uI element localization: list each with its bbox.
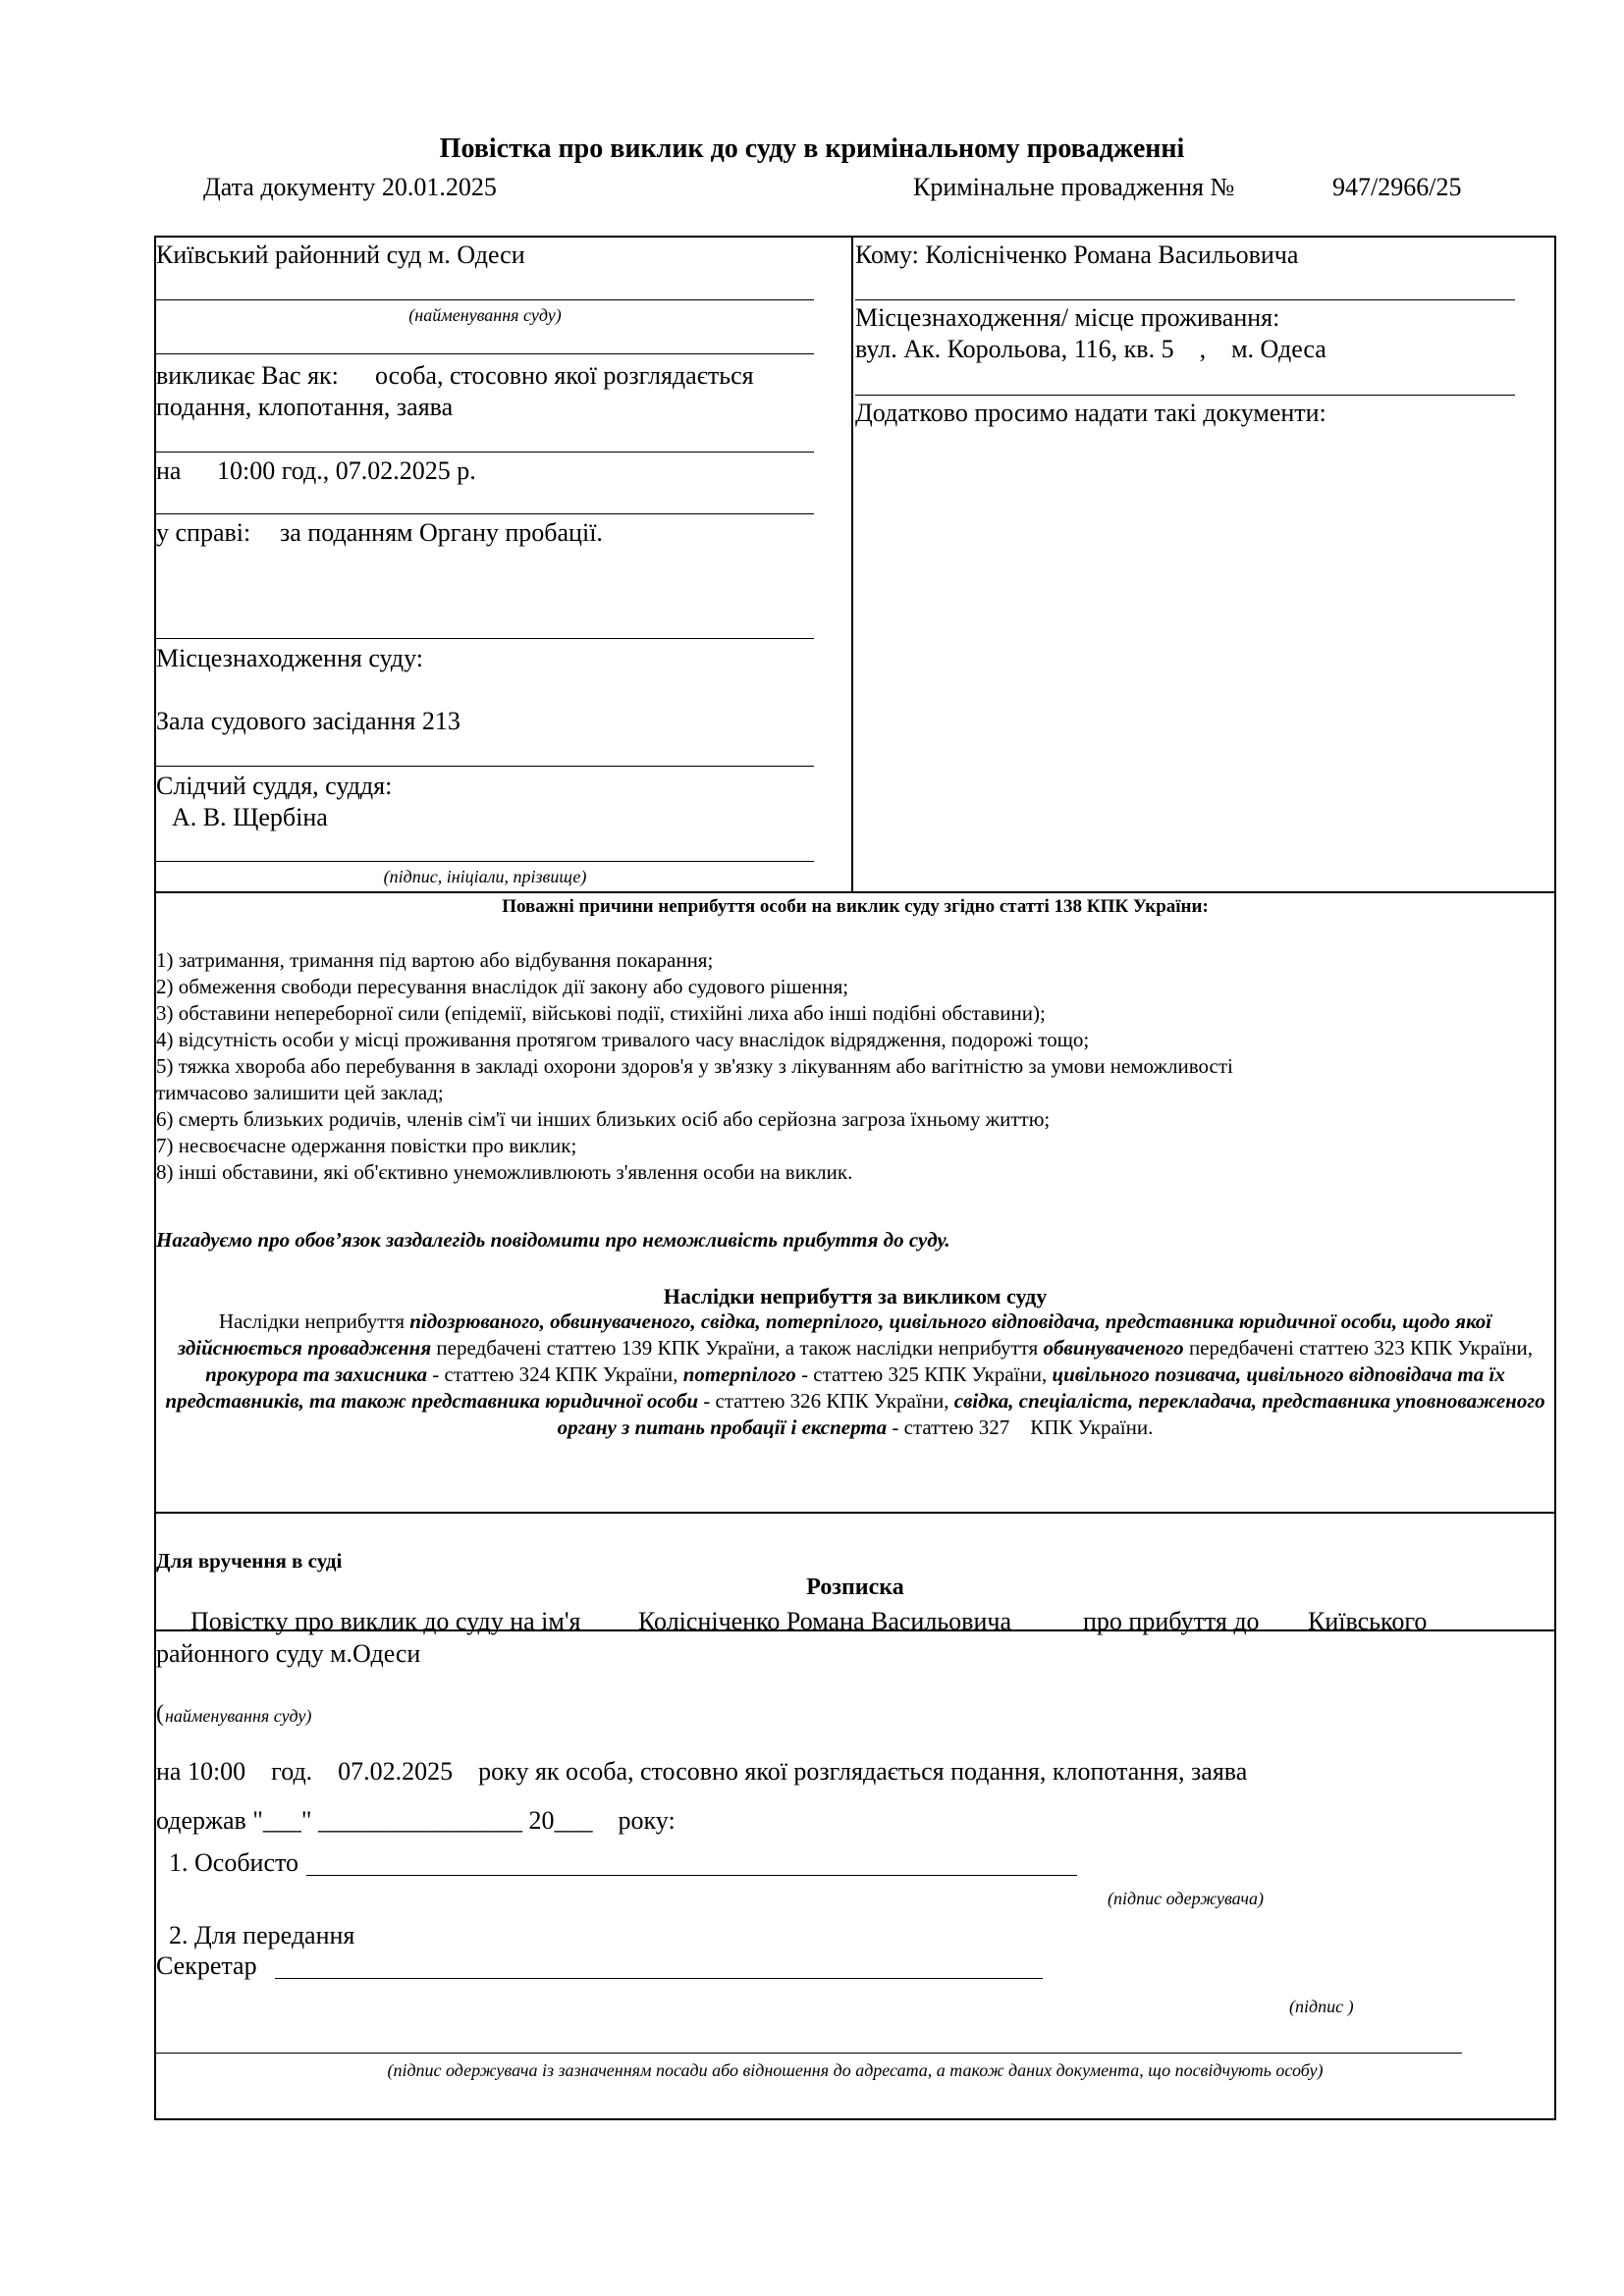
judge-label: Слідчий суддя, суддя:: [156, 772, 393, 800]
hearing-time: 10:00 год., 07.02.2025 р.: [217, 456, 476, 485]
reason-item: 2) обмеження свободи пересування внаслідок дії закону або судового рішення;: [156, 975, 849, 998]
summons-as-label: викликає Вас як:: [156, 361, 339, 390]
receipt-title: Розписка: [806, 1575, 904, 1600]
court-caption-receipt: найменування суду): [165, 1706, 312, 1726]
time-prefix: на: [156, 456, 182, 485]
receipt-text: про прибуття до: [1083, 1607, 1260, 1635]
court-location-value: Зала судового засідання 213: [156, 707, 460, 735]
summons-as-role: особа, стосовно якої розглядається: [375, 361, 754, 390]
recipient-name: Колісніченко Романа Васильовича: [638, 1607, 1011, 1635]
documents-label: Додатково просимо надати такі документи:: [855, 399, 1326, 427]
bottom-caption: (підпис одержувача із зазначенням посади або відношення до адресата, а також даних документа, що посвідчують особу): [387, 2060, 1324, 2080]
judge-caption: (підпис, ініціали, прізвище): [383, 867, 587, 886]
personal-label: 1. Особисто: [169, 1848, 299, 1877]
case-number: 947/2966/25: [1332, 173, 1462, 201]
caption-paren: (: [156, 1701, 164, 1727]
case-subject: за поданням Органу пробації.: [280, 518, 603, 547]
address-label: Місцезнаходження/ місце проживання:: [855, 303, 1280, 332]
divider: [855, 299, 1515, 300]
transfer-label: 2. Для передання: [169, 1921, 355, 1949]
signature-caption: (підпис ): [1289, 1997, 1354, 2016]
address-value: вул. Ак. Корольова, 116, кв. 5 , м. Одеса: [855, 335, 1326, 363]
divider: [156, 513, 814, 514]
court-name-receipt-cont: районного суду м.Одеси: [156, 1639, 421, 1668]
reason-item: 4) відсутність особи у місці проживання протягом тривалого часу внаслідок відрядження, подорожі тощо;: [156, 1028, 1090, 1051]
received-date-line: одержав "___" ________________ 20___ року:: [156, 1806, 676, 1835]
reason-item: 6) смерть близьких родичів, членів сім'ї чи інших близьких осіб або серйозна загроза їхньому життю;: [156, 1107, 1051, 1131]
divider: [855, 395, 1515, 396]
document-date: Дата документу 20.01.2025: [203, 173, 497, 201]
divider: [156, 353, 814, 354]
column-divider: [851, 236, 853, 893]
for-court-label: Для вручення в суді: [156, 1549, 343, 1573]
reasons-title: Поважні причини неприбуття особи на виклик суду згідно статті 138 КПК України:: [502, 896, 1209, 917]
divider: [156, 299, 814, 300]
consequences-text: Наслідки неприбуття підозрюваного, обвинуваченого, свідка, потерпілого, цивільного відповідача, представника юридичної особи, щодо якої здійснюється провадження передбачені статтею 139 КПК України, а також наслідки неприбуття обвинуваченого передбачені статтею 323 КПК України, прокурора та захисника - статтею 324 КПК України, потерпілого - статтею 325 КПК України, цивільного позивача, цивільного відповідача та їх представників, та також представника юридичної особи - статтею 326 КПК України, свідка, спеціаліста, перекладача, представника уповноваженого органу з питань пробації і експерта - статтею 327 КПК України.: [165, 1309, 1545, 1439]
reason-item: 7) несвоєчасне одержання повістки про виклик;: [156, 1134, 577, 1157]
receipt-outline: [154, 1512, 1556, 2120]
divider: [156, 766, 814, 767]
receipt-text: Повістку про виклик до суду на ім'я: [190, 1607, 581, 1635]
reason-item: 5) тяжка хвороба або перебування в закладі охорони здоров'я у зв'язку з лікуванням або вагітністю за умови неможливості: [156, 1054, 1233, 1078]
reason-item: 3) обставини непереборної сили (епідемії, військові події, стихійні лиха або інші подібні обставини);: [156, 1001, 1046, 1025]
court-name: Київський районний суд м. Одеси: [156, 240, 525, 269]
hearing-when: на 10:00 год. 07.02.2025 року як особа, стосовно якої розглядається подання, клопотання, заява: [156, 1757, 1248, 1786]
divider: [156, 638, 814, 639]
court-caption: (найменування суду): [408, 305, 562, 325]
judge-name: А. В. Щербіна: [172, 803, 328, 831]
divider: [156, 452, 814, 453]
court-location-label: Місцезнаходження суду:: [156, 644, 423, 672]
consequences-title: Наслідки неприбуття за викликом суду: [663, 1284, 1048, 1308]
reminder: Нагадуємо про обов’язок заздалегідь повідомити про неможливість прибуття до суду.: [156, 1228, 950, 1252]
reason-item: 8) інші обставини, які об'єктивно унеможливлюють з'явлення особи на виклик.: [156, 1160, 853, 1184]
page-title: Повістка про виклик до суду в кримінальному провадженні: [439, 133, 1185, 164]
court-name-receipt: Київського: [1308, 1607, 1428, 1635]
signature-line: [156, 861, 814, 862]
case-prefix: у справі:: [156, 518, 251, 547]
case-label: Кримінальне провадження №: [913, 173, 1235, 201]
summons-as-role-cont: подання, клопотання, заява: [156, 393, 454, 421]
secretary-label: Секретар: [156, 1951, 257, 1980]
reason-item: 1) затримання, тримання під вартою або відбування покарання;: [156, 948, 714, 972]
reason-item: тимчасово залишити цей заклад;: [156, 1081, 444, 1104]
personal-caption: (підпис одержувача): [1108, 1889, 1264, 1908]
recipient: Кому: Колісніченко Романа Васильовича: [855, 240, 1299, 269]
